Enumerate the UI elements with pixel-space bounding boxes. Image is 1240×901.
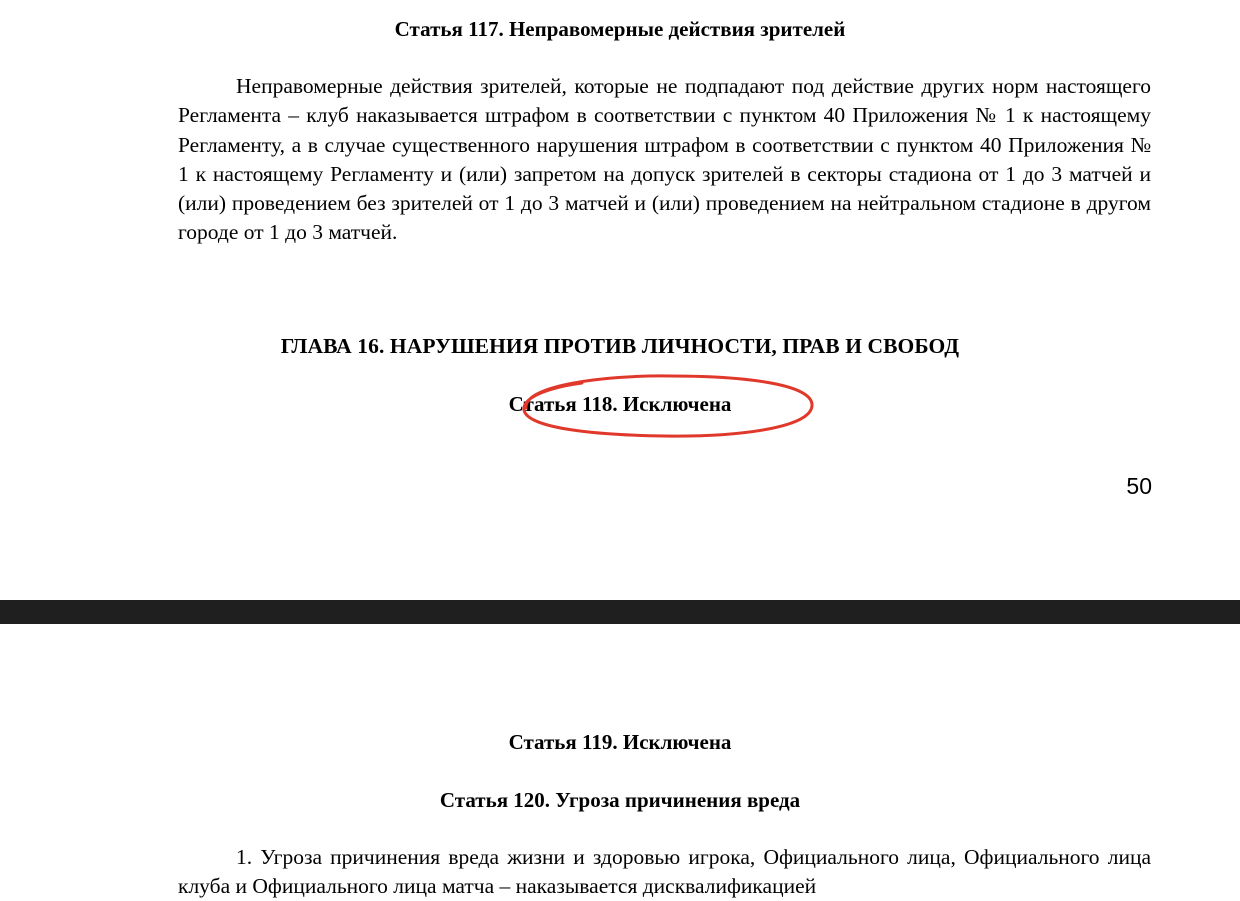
chapter-16-title: ГЛАВА 16. НАРУШЕНИЯ ПРОТИВ ЛИЧНОСТИ, ПРАВ И СВОБОД [280,334,960,358]
article-120-title: Статья 120. Угроза причинения вреда [439,788,801,812]
article-117-title: Статья 117. Неправомерные действия зрителей [394,17,846,41]
document-page-51 [0,624,1240,901]
article-118-title: Статья 118. Исключена [508,392,732,416]
article-119-title: Статья 119. Исключена [508,730,732,754]
article-117-body: Неправомерные действия зрителей, которые не подпадают под действие других норм настоящего Регламента – клуб наказывается штрафом в соответствии с пунктом 40 Приложения № 1 к настоящему Регламенту, а в случае существенного нарушения штрафом в соответствии с пунктом 40 Приложения № 1 к настоящему Регламенту и (или) запретом на допуск зрителей в секторы стадиона от 1 до 3 матчей и (или) проведением без зрителей от 1 до 3 матчей и (или) проведением на нейтральном стадионе в другом городе от 1 до 3 матчей. [178,74,1151,245]
page-divider [0,600,1240,624]
page-number: 50 [1126,473,1152,499]
article-120-item-1: 1. Угроза причинения вреда жизни и здоровью игрока, Официального лица, Официального лица клуба и Официального лица матча – наказывается дисквалификацией [178,845,1151,899]
